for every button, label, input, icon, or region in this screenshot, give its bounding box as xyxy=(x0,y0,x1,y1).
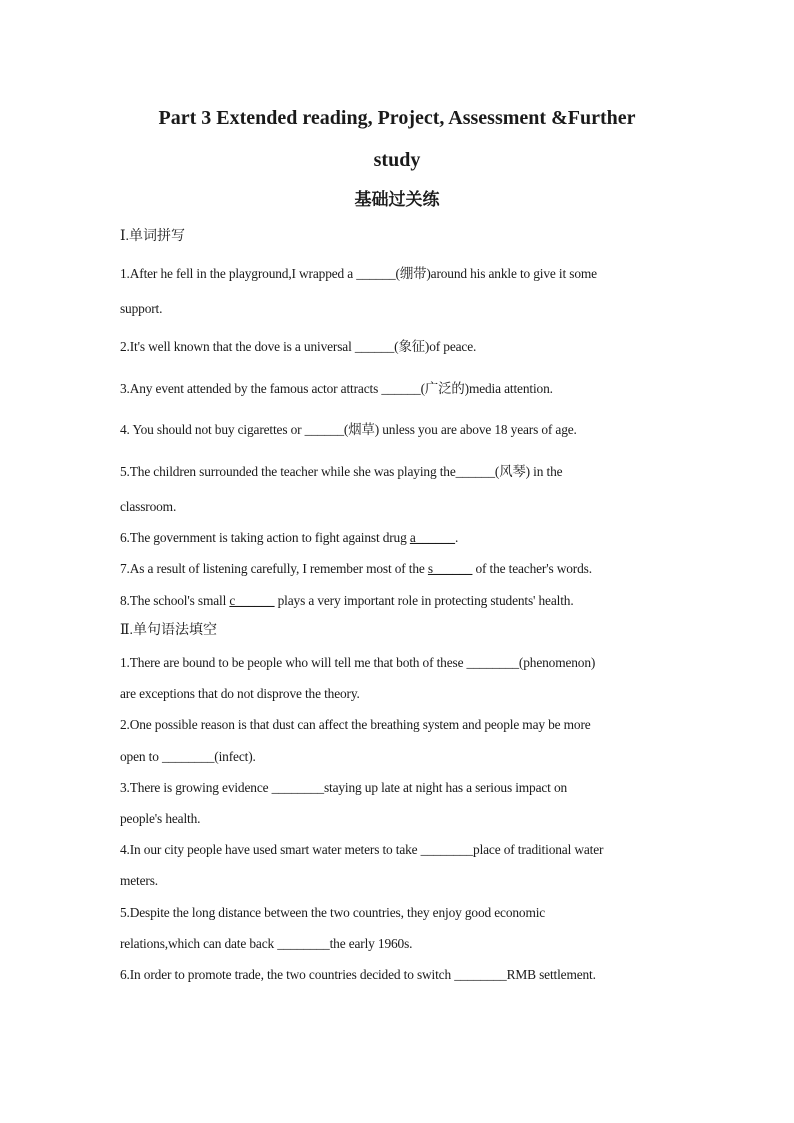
spelling-question-4: 4. You should not buy cigarettes or ______(烟草) unless you are above 18 years of age. xyxy=(120,422,577,437)
grammar-question-5-line-1: 5.Despite the long distance between the two countries, they enjoy good economic xyxy=(120,905,546,920)
grammar-question-5-line-2: relations,which can date back ________the early 1960s. xyxy=(120,936,413,951)
grammar-question-1-line-1: 1.There are bound to be people who will tell me that both of these ________(phenomenon) xyxy=(120,655,596,670)
grammar-question-6: 6.In order to promote trade, the two countries decided to switch ________RMB settlement. xyxy=(120,967,596,982)
question-text: 6.The government is taking action to fight against drug xyxy=(120,530,410,545)
question-text: 8.The school's small xyxy=(120,593,230,608)
grammar-question-1-line-2: are exceptions that do not disprove the theory. xyxy=(120,686,360,701)
question-text: plays a very important role in protecting students' health. xyxy=(274,593,574,608)
spelling-question-1-line-1: 1.After he fell in the playground,I wrapped a ______(绷带)around his ankle to give it some xyxy=(120,266,597,281)
grammar-question-2-line-2: open to ________(infect). xyxy=(120,749,256,764)
section-heading-word-spelling: Ⅰ.单词拼写 xyxy=(120,229,186,244)
answer-blank: s______ xyxy=(427,561,473,576)
spelling-question-5-line-1: 5.The children surrounded the teacher while she was playing the______(风琴) in the xyxy=(120,464,563,479)
spelling-question-7 xyxy=(120,560,592,578)
spelling-question-5-line-2: classroom. xyxy=(120,499,177,514)
page-title-line-2: study xyxy=(373,149,421,171)
question-text: of the teacher's words. xyxy=(472,561,592,576)
answer-blank: c______ xyxy=(229,593,275,608)
grammar-question-3-line-2: people's health. xyxy=(120,811,201,826)
answer-blank: a______ xyxy=(409,530,455,545)
spelling-question-6 xyxy=(120,529,458,547)
grammar-question-3-line-1: 3.There is growing evidence ________staying up late at night has a serious impact on xyxy=(120,780,568,795)
spelling-question-2: 2.It's well known that the dove is a universal ______(象征)of peace. xyxy=(120,339,477,354)
question-text: . xyxy=(454,530,459,545)
question-text: 7.As a result of listening carefully, I remember most of the xyxy=(120,561,428,576)
page-subtitle: 基础过关练 xyxy=(354,190,440,209)
grammar-question-2-line-1: 2.One possible reason is that dust can affect the breathing system and people may be more xyxy=(120,717,591,732)
page-title-line-1: Part 3 Extended reading, Project, Assessment &Further xyxy=(158,107,636,129)
section-heading-grammar-fill: Ⅱ.单句语法填空 xyxy=(120,623,218,638)
spelling-question-1-line-2: support. xyxy=(120,301,163,316)
grammar-question-4-line-1: 4.In our city people have used smart water meters to take ________place of traditional water xyxy=(120,842,604,857)
spelling-question-3: 3.Any event attended by the famous actor attracts ______(广泛的)media attention. xyxy=(120,381,553,396)
grammar-question-4-line-2: meters. xyxy=(120,873,158,888)
spelling-question-8 xyxy=(120,592,574,610)
